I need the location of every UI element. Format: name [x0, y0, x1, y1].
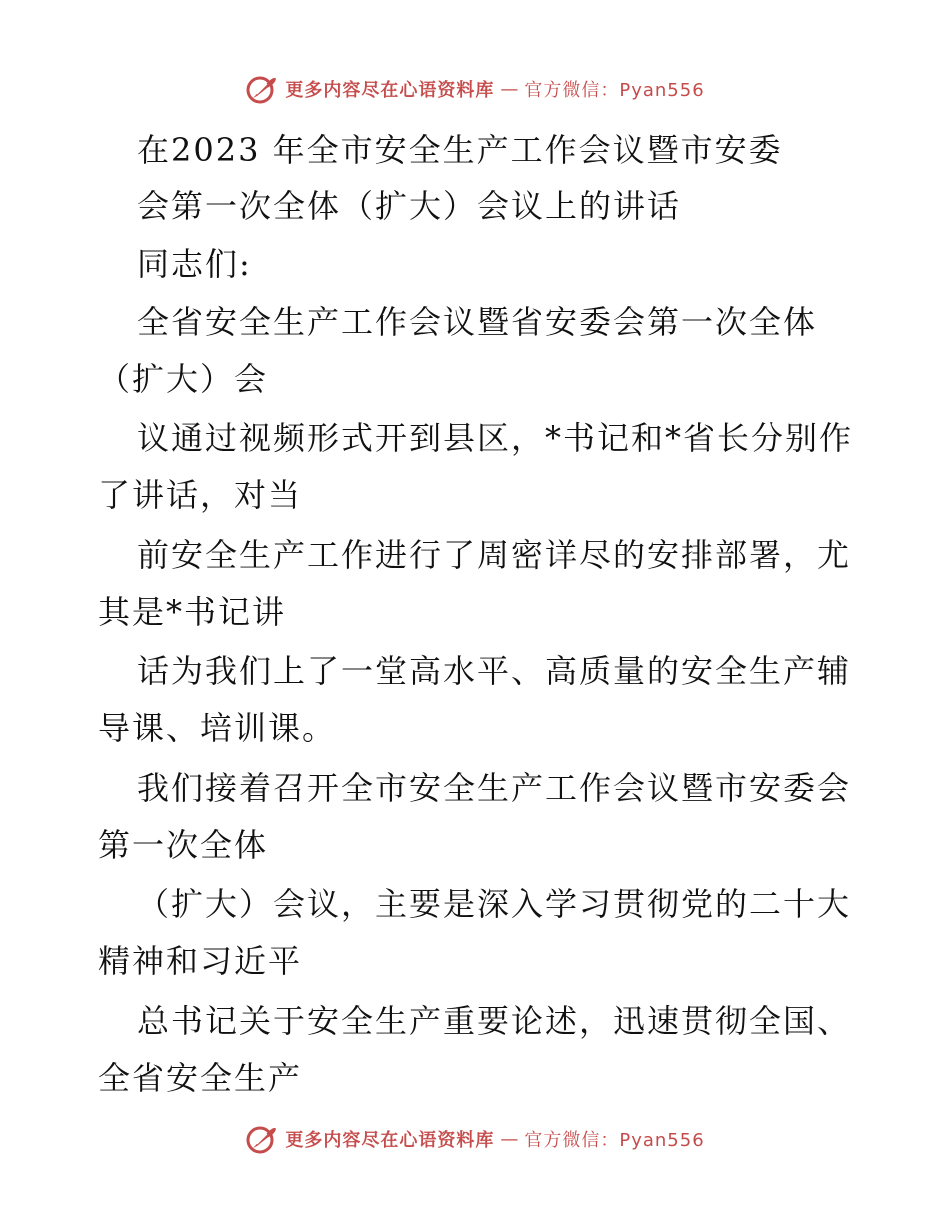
- paragraph-line: 话为我们上了一堂高水平、高质量的安全生产辅: [137, 652, 852, 690]
- footer-watermark: [0, 1122, 950, 1156]
- paragraph-line: 议通过视频形式开到县区，*书记和*省长分别作: [137, 419, 854, 457]
- salutation: 同志们:: [137, 245, 252, 283]
- paragraph-line: （扩大）会议，主要是深入学习贯彻党的二十大: [137, 885, 852, 923]
- watermark-wechat-text: 官方微信：Pyan556: [524, 80, 705, 101]
- title-line-1: 在2023 年全市安全生产工作会议暨市安委: [137, 131, 783, 169]
- paragraph-line: 了讲话，对当: [98, 476, 303, 514]
- watermark-main-text: 更多内容尽在心语资料库: [285, 80, 495, 101]
- watermark-separator: —: [500, 78, 519, 100]
- feather-pen-circle-icon: [245, 1122, 279, 1156]
- watermark-separator: —: [500, 1128, 519, 1150]
- paragraph-line: 全省安全生产: [98, 1059, 303, 1097]
- feather-pen-circle-icon: [245, 72, 279, 106]
- paragraph-line: 全省安全生产工作会议暨省安委会第一次全体: [137, 303, 818, 341]
- watermark-wechat-text: 官方微信：Pyan556: [524, 1130, 705, 1151]
- paragraph-line: 总书记关于安全生产重要论述，迅速贯彻全国、: [137, 1002, 852, 1040]
- paragraph-line: 其是*书记讲: [98, 593, 287, 631]
- watermark-main-text: 更多内容尽在心语资料库: [285, 1130, 495, 1151]
- paragraph-line: 我们接着召开全市安全生产工作会议暨市安委会: [137, 769, 852, 807]
- paragraph-line: 前安全生产工作进行了周密详尽的安排部署，尤: [137, 536, 852, 574]
- header-watermark: [0, 72, 950, 106]
- paragraph-line: 第一次全体: [98, 826, 269, 864]
- paragraph-line: 导课、培训课。: [98, 709, 337, 747]
- title-line-2: 会第一次全体（扩大）会议上的讲话: [137, 187, 682, 225]
- paragraph-line: （扩大）会: [98, 360, 269, 398]
- paragraph-line: 精神和习近平: [98, 942, 303, 980]
